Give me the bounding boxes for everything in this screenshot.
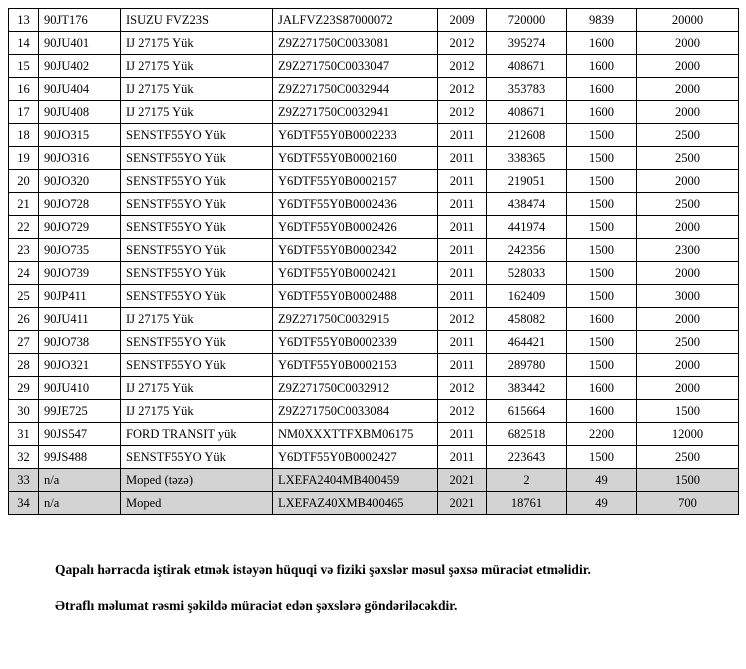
table-cell-model: IJ 27175 Yük <box>121 308 273 331</box>
table-cell-plate: 90JO320 <box>39 170 121 193</box>
table-cell-model: SENSTF55YO Yük <box>121 331 273 354</box>
table-cell-engine-cc: 1600 <box>567 101 637 124</box>
table-cell-no: 20 <box>9 170 39 193</box>
table-cell-engine-cc: 1500 <box>567 170 637 193</box>
table-cell-no: 30 <box>9 400 39 423</box>
table-cell-year: 2012 <box>438 55 487 78</box>
table-cell-plate: 90JO729 <box>39 216 121 239</box>
table-cell-price: 2000 <box>637 170 739 193</box>
table-cell-year: 2011 <box>438 239 487 262</box>
table-cell-model: ISUZU FVZ23S <box>121 9 273 32</box>
table-cell-model: IJ 27175 Yük <box>121 78 273 101</box>
table-cell-year: 2011 <box>438 285 487 308</box>
table-cell-mileage: 212608 <box>487 124 567 147</box>
table-cell-model: Moped (təzə) <box>121 469 273 492</box>
table-cell-price: 2000 <box>637 78 739 101</box>
table-row <box>9 492 739 515</box>
table-cell-year: 2011 <box>438 331 487 354</box>
table-cell-no: 16 <box>9 78 39 101</box>
table-cell-vin: Y6DTF55Y0B0002426 <box>273 216 438 239</box>
table-cell-engine-cc: 1500 <box>567 239 637 262</box>
table-cell-vin: Y6DTF55Y0B0002233 <box>273 124 438 147</box>
table-cell-year: 2011 <box>438 193 487 216</box>
table-cell-vin: Y6DTF55Y0B0002488 <box>273 285 438 308</box>
table-cell-model: IJ 27175 Yük <box>121 377 273 400</box>
table-cell-mileage: 438474 <box>487 193 567 216</box>
table-cell-engine-cc: 1500 <box>567 147 637 170</box>
table-cell-price: 2500 <box>637 446 739 469</box>
note-participation: Qapalı hərracda iştirak etmək istəyən hüquqi və fiziki şəxslər məsul şəxsə müraciət etməlidir. <box>55 562 591 577</box>
table-cell-plate: 90JO739 <box>39 262 121 285</box>
table-cell-plate: 90JO315 <box>39 124 121 147</box>
table-row <box>9 308 739 331</box>
table-cell-price: 20000 <box>637 9 739 32</box>
table-row <box>9 9 739 32</box>
table-cell-year: 2011 <box>438 124 487 147</box>
table-row <box>9 446 739 469</box>
table-cell-model: IJ 27175 Yük <box>121 32 273 55</box>
table-cell-model: SENSTF55YO Yük <box>121 354 273 377</box>
table-cell-year: 2011 <box>438 170 487 193</box>
table-cell-vin: NM0XXXTTFXBM06175 <box>273 423 438 446</box>
table-cell-vin: Y6DTF55Y0B0002153 <box>273 354 438 377</box>
table-cell-mileage: 458082 <box>487 308 567 331</box>
table-cell-plate: 90JS547 <box>39 423 121 446</box>
table-cell-year: 2011 <box>438 423 487 446</box>
table-cell-engine-cc: 9839 <box>567 9 637 32</box>
table-cell-vin: LXEFAZ40XMB400465 <box>273 492 438 515</box>
table-cell-no: 13 <box>9 9 39 32</box>
table-cell-year: 2021 <box>438 492 487 515</box>
table-cell-vin: JALFVZ23S87000072 <box>273 9 438 32</box>
table-cell-price: 2000 <box>637 354 739 377</box>
table-cell-no: 34 <box>9 492 39 515</box>
table-cell-engine-cc: 1500 <box>567 285 637 308</box>
table-cell-no: 21 <box>9 193 39 216</box>
table-cell-price: 1500 <box>637 469 739 492</box>
table-cell-mileage: 2 <box>487 469 567 492</box>
table-cell-plate: 90JU402 <box>39 55 121 78</box>
table-row <box>9 124 739 147</box>
table-row <box>9 423 739 446</box>
table-cell-model: SENSTF55YO Yük <box>121 147 273 170</box>
table-cell-vin: Z9Z271750C0032912 <box>273 377 438 400</box>
table-cell-model: SENSTF55YO Yük <box>121 239 273 262</box>
table-cell-plate: 90JO316 <box>39 147 121 170</box>
table-cell-mileage: 528033 <box>487 262 567 285</box>
table-cell-price: 3000 <box>637 285 739 308</box>
vehicle-table <box>8 8 739 515</box>
table-cell-engine-cc: 1500 <box>567 354 637 377</box>
table-cell-plate: 90JO728 <box>39 193 121 216</box>
table-cell-engine-cc: 1500 <box>567 262 637 285</box>
notes-section <box>8 561 738 616</box>
table-cell-mileage: 682518 <box>487 423 567 446</box>
table-cell-year: 2012 <box>438 377 487 400</box>
table-cell-vin: Z9Z271750C0032944 <box>273 78 438 101</box>
table-row <box>9 78 739 101</box>
table-cell-mileage: 289780 <box>487 354 567 377</box>
table-cell-engine-cc: 1600 <box>567 55 637 78</box>
table-cell-mileage: 223643 <box>487 446 567 469</box>
table-cell-mileage: 395274 <box>487 32 567 55</box>
table-cell-price: 2000 <box>637 216 739 239</box>
table-row <box>9 469 739 492</box>
table-cell-plate: 90JU404 <box>39 78 121 101</box>
table-cell-model: SENSTF55YO Yük <box>121 262 273 285</box>
table-cell-no: 14 <box>9 32 39 55</box>
table-cell-mileage: 615664 <box>487 400 567 423</box>
table-cell-plate: 90JU408 <box>39 101 121 124</box>
table-cell-mileage: 162409 <box>487 285 567 308</box>
table-cell-engine-cc: 1500 <box>567 331 637 354</box>
table-row <box>9 170 739 193</box>
table-cell-engine-cc: 1600 <box>567 400 637 423</box>
table-cell-price: 2000 <box>637 101 739 124</box>
table-cell-year: 2012 <box>438 101 487 124</box>
table-cell-model: SENSTF55YO Yük <box>121 193 273 216</box>
table-cell-model: SENSTF55YO Yük <box>121 216 273 239</box>
table-row <box>9 216 739 239</box>
table-cell-year: 2011 <box>438 262 487 285</box>
table-cell-vin: Y6DTF55Y0B0002339 <box>273 331 438 354</box>
table-cell-year: 2012 <box>438 78 487 101</box>
table-cell-vin: Z9Z271750C0033081 <box>273 32 438 55</box>
table-cell-no: 23 <box>9 239 39 262</box>
table-row <box>9 147 739 170</box>
table-cell-no: 28 <box>9 354 39 377</box>
table-cell-year: 2012 <box>438 400 487 423</box>
table-row <box>9 400 739 423</box>
table-row <box>9 354 739 377</box>
table-cell-engine-cc: 49 <box>567 492 637 515</box>
table-cell-vin: Y6DTF55Y0B0002160 <box>273 147 438 170</box>
table-cell-vin: Z9Z271750C0033084 <box>273 400 438 423</box>
table-cell-price: 2500 <box>637 193 739 216</box>
table-cell-vin: Y6DTF55Y0B0002157 <box>273 170 438 193</box>
table-cell-price: 2000 <box>637 377 739 400</box>
table-cell-year: 2011 <box>438 446 487 469</box>
table-cell-vin: Y6DTF55Y0B0002421 <box>273 262 438 285</box>
table-cell-model: SENSTF55YO Yük <box>121 446 273 469</box>
table-cell-no: 33 <box>9 469 39 492</box>
table-cell-vin: Z9Z271750C0033047 <box>273 55 438 78</box>
table-cell-engine-cc: 1600 <box>567 78 637 101</box>
table-cell-no: 31 <box>9 423 39 446</box>
table-cell-price: 2500 <box>637 147 739 170</box>
table-cell-no: 25 <box>9 285 39 308</box>
table-cell-mileage: 18761 <box>487 492 567 515</box>
table-cell-no: 18 <box>9 124 39 147</box>
table-cell-year: 2011 <box>438 354 487 377</box>
table-cell-engine-cc: 1500 <box>567 193 637 216</box>
table-cell-engine-cc: 1500 <box>567 124 637 147</box>
table-cell-price: 2000 <box>637 32 739 55</box>
table-row <box>9 193 739 216</box>
table-cell-model: SENSTF55YO Yük <box>121 285 273 308</box>
table-cell-vin: Y6DTF55Y0B0002436 <box>273 193 438 216</box>
table-cell-no: 15 <box>9 55 39 78</box>
table-cell-plate: 99JE725 <box>39 400 121 423</box>
table-cell-mileage: 242356 <box>487 239 567 262</box>
table-cell-engine-cc: 49 <box>567 469 637 492</box>
note-information: Ətraflı məlumat rəsmi şəkildə müraciət edən şəxslərə göndəriləcəkdir. <box>55 597 458 613</box>
table-cell-engine-cc: 1600 <box>567 377 637 400</box>
table-cell-plate: 90JU411 <box>39 308 121 331</box>
table-cell-no: 19 <box>9 147 39 170</box>
table-cell-price: 2300 <box>637 239 739 262</box>
table-cell-price: 2000 <box>637 308 739 331</box>
table-cell-plate: n/a <box>39 492 121 515</box>
table-cell-year: 2011 <box>438 147 487 170</box>
table-cell-mileage: 219051 <box>487 170 567 193</box>
table-row <box>9 101 739 124</box>
table-cell-no: 27 <box>9 331 39 354</box>
table-row <box>9 377 739 400</box>
table-cell-plate: 90JU410 <box>39 377 121 400</box>
table-cell-vin: Z9Z271750C0032941 <box>273 101 438 124</box>
table-row <box>9 239 739 262</box>
table-cell-no: 24 <box>9 262 39 285</box>
table-cell-plate: 90JO738 <box>39 331 121 354</box>
table-cell-vin: Y6DTF55Y0B0002427 <box>273 446 438 469</box>
table-cell-price: 2000 <box>637 55 739 78</box>
table-cell-engine-cc: 1500 <box>567 446 637 469</box>
table-cell-no: 29 <box>9 377 39 400</box>
table-cell-model: Moped <box>121 492 273 515</box>
table-cell-mileage: 441974 <box>487 216 567 239</box>
table-cell-no: 22 <box>9 216 39 239</box>
table-cell-plate: 90JO321 <box>39 354 121 377</box>
table-cell-model: IJ 27175 Yük <box>121 55 273 78</box>
table-cell-no: 26 <box>9 308 39 331</box>
table-cell-year: 2011 <box>438 216 487 239</box>
table-cell-mileage: 383442 <box>487 377 567 400</box>
table-cell-mileage: 353783 <box>487 78 567 101</box>
table-cell-price: 2000 <box>637 262 739 285</box>
table-cell-plate: 90JU401 <box>39 32 121 55</box>
table-cell-price: 2500 <box>637 331 739 354</box>
table-cell-year: 2009 <box>438 9 487 32</box>
table-cell-no: 17 <box>9 101 39 124</box>
table-cell-model: IJ 27175 Yük <box>121 400 273 423</box>
table-cell-model: FORD TRANSIT yük <box>121 423 273 446</box>
table-cell-plate: n/a <box>39 469 121 492</box>
table-cell-engine-cc: 1600 <box>567 308 637 331</box>
table-cell-plate: 90JT176 <box>39 9 121 32</box>
table-cell-vin: Z9Z271750C0032915 <box>273 308 438 331</box>
table-cell-year: 2021 <box>438 469 487 492</box>
vehicle-table-body <box>9 9 739 515</box>
table-cell-model: SENSTF55YO Yük <box>121 170 273 193</box>
table-row <box>9 262 739 285</box>
table-cell-mileage: 408671 <box>487 55 567 78</box>
table-cell-mileage: 408671 <box>487 101 567 124</box>
table-cell-year: 2012 <box>438 308 487 331</box>
table-cell-price: 700 <box>637 492 739 515</box>
table-cell-plate: 90JO735 <box>39 239 121 262</box>
table-cell-price: 12000 <box>637 423 739 446</box>
table-cell-no: 32 <box>9 446 39 469</box>
table-cell-engine-cc: 1600 <box>567 32 637 55</box>
table-cell-plate: 99JS488 <box>39 446 121 469</box>
table-cell-mileage: 464421 <box>487 331 567 354</box>
table-cell-vin: LXEFA2404MB400459 <box>273 469 438 492</box>
table-cell-mileage: 338365 <box>487 147 567 170</box>
table-cell-mileage: 720000 <box>487 9 567 32</box>
table-cell-model: IJ 27175 Yük <box>121 101 273 124</box>
table-cell-price: 1500 <box>637 400 739 423</box>
table-row <box>9 285 739 308</box>
table-cell-engine-cc: 1500 <box>567 216 637 239</box>
table-cell-year: 2012 <box>438 32 487 55</box>
table-cell-model: SENSTF55YO Yük <box>121 124 273 147</box>
table-row <box>9 55 739 78</box>
table-row <box>9 331 739 354</box>
table-row <box>9 32 739 55</box>
table-cell-vin: Y6DTF55Y0B0002342 <box>273 239 438 262</box>
table-cell-engine-cc: 2200 <box>567 423 637 446</box>
table-cell-plate: 90JP411 <box>39 285 121 308</box>
table-cell-price: 2500 <box>637 124 739 147</box>
